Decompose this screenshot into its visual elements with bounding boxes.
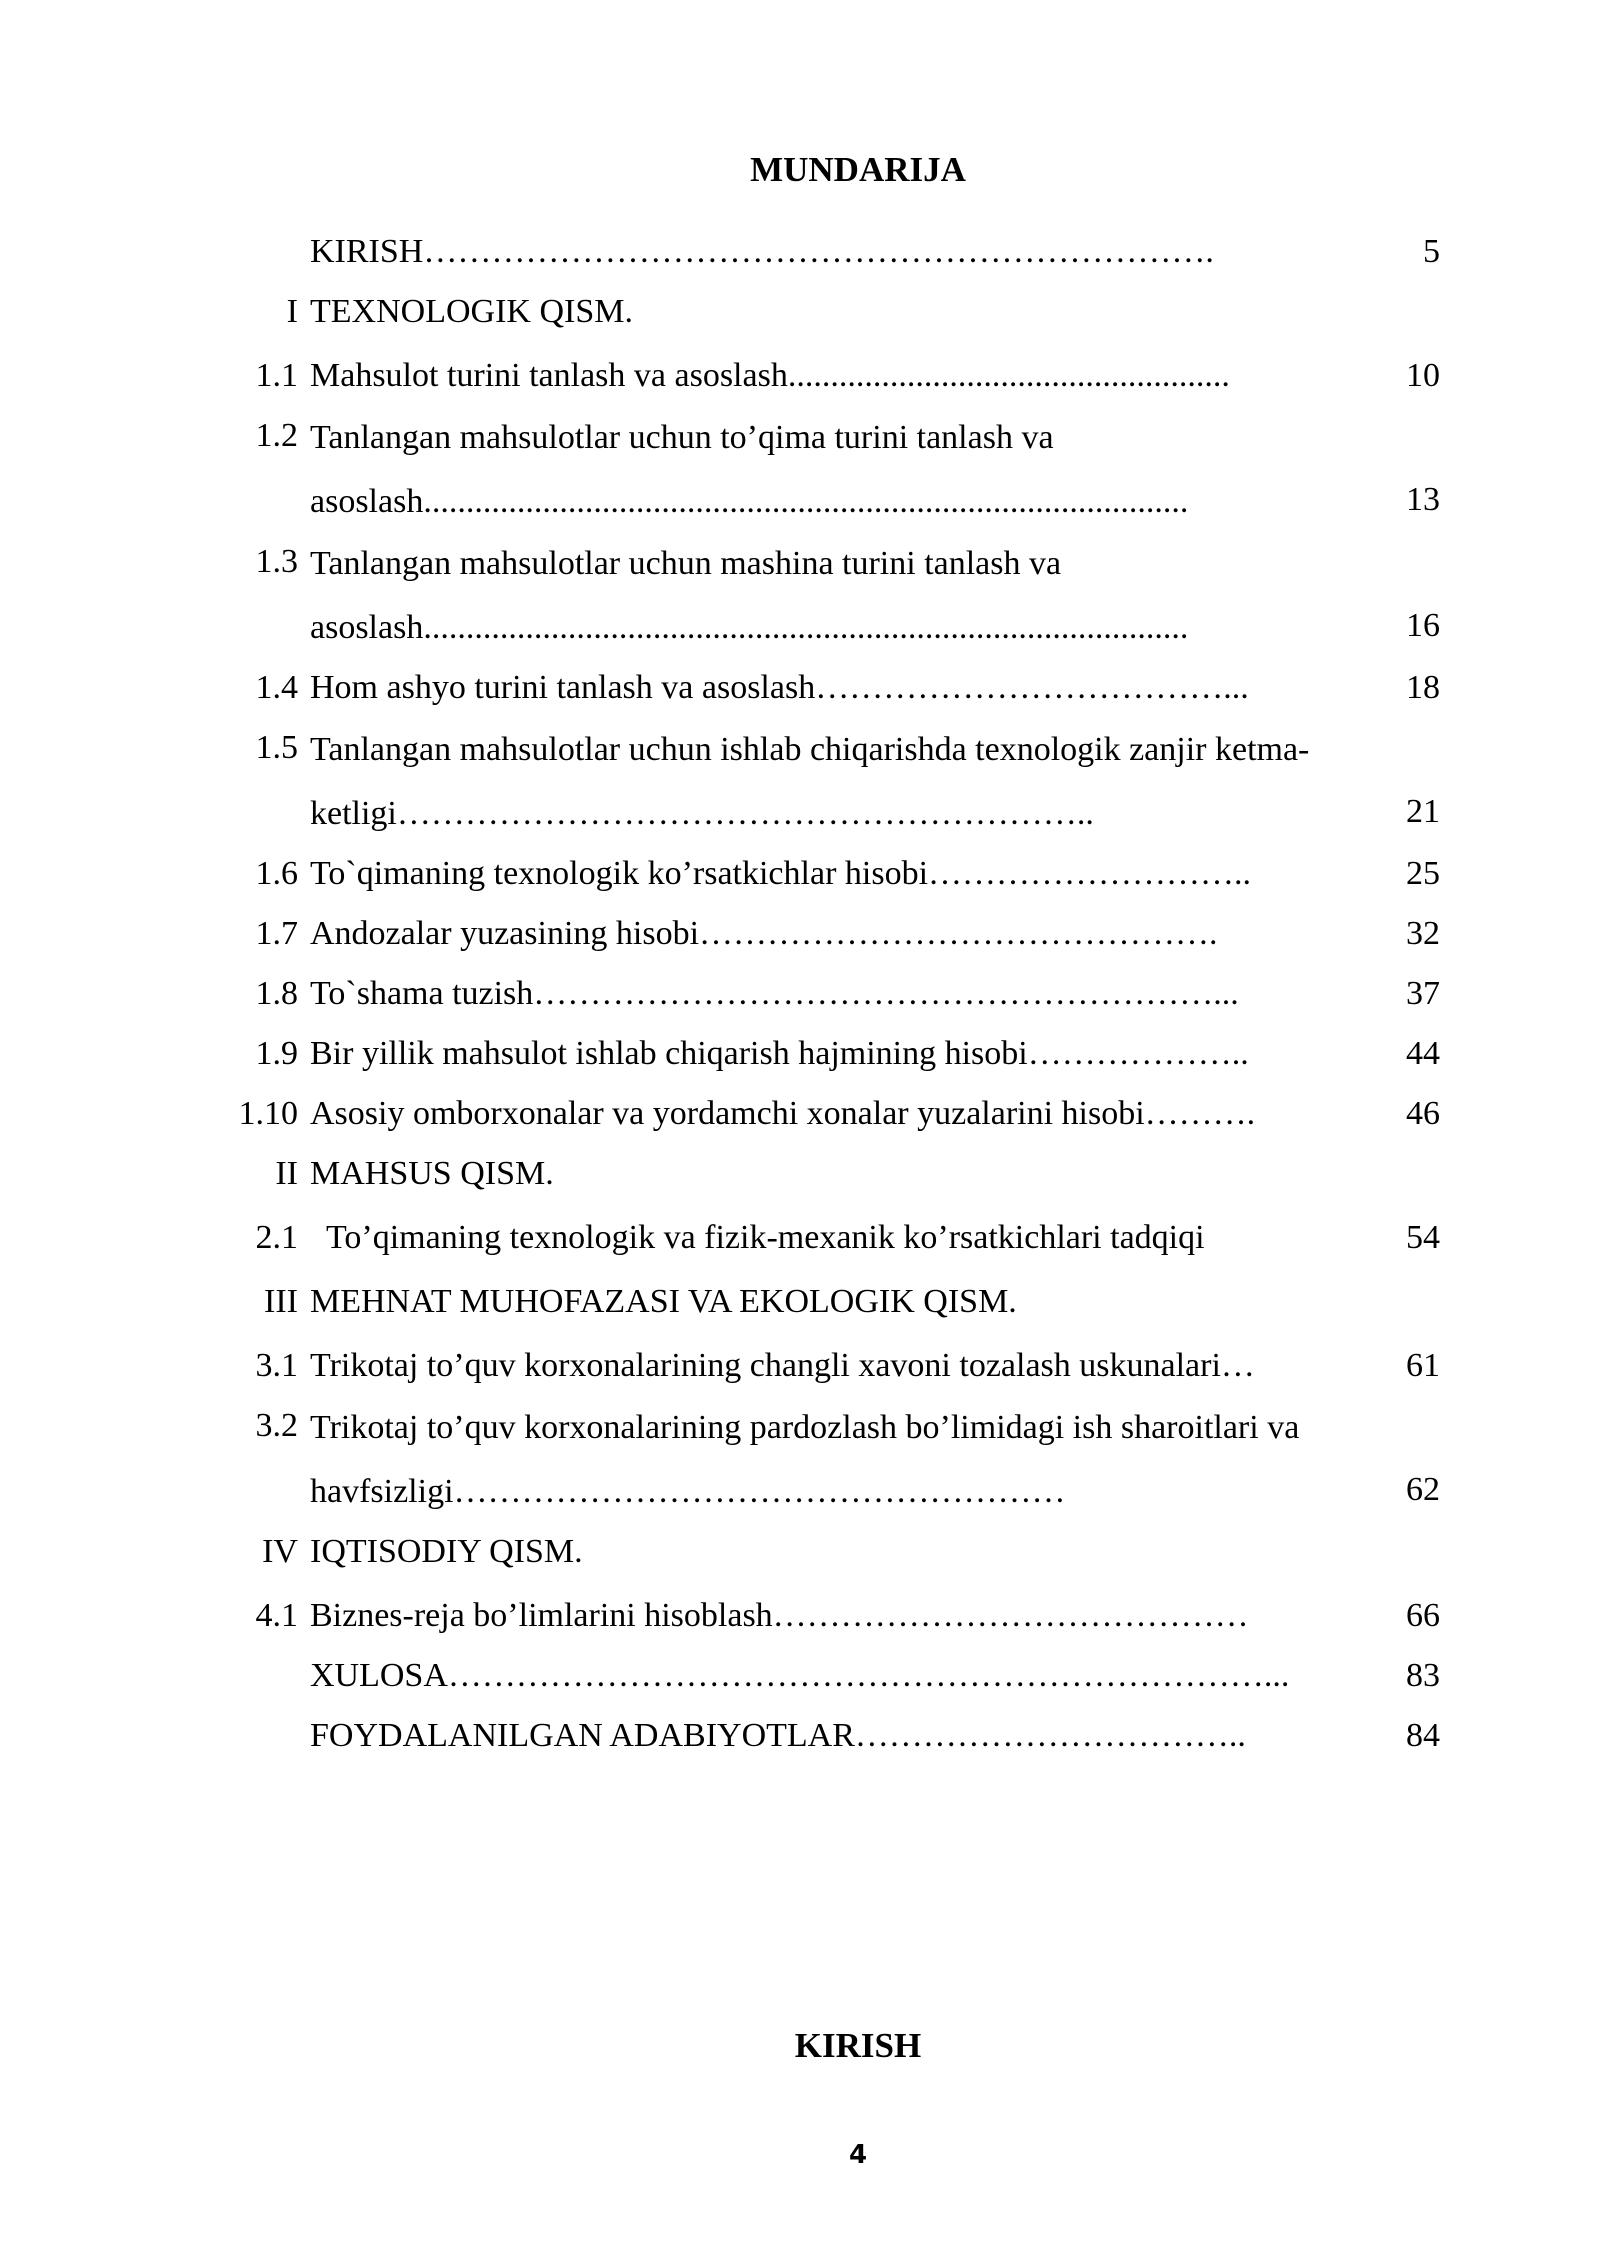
toc-title: Tanlangan mahsulotlar uchun mashina turini tanlash va asoslash.......................................................................................... [310, 545, 1189, 646]
toc-row [220, 1706, 1440, 1766]
toc-row [220, 1586, 1440, 1646]
page-title: MUNDARIJA [750, 150, 966, 189]
toc-section-row [220, 282, 1440, 346]
toc-number: I [286, 293, 298, 330]
toc-number: 3.2 [255, 1407, 298, 1444]
toc-page: 5 [1423, 233, 1440, 270]
toc-row [220, 718, 1440, 844]
toc-number: 3.1 [255, 1347, 298, 1384]
toc-row [220, 1646, 1440, 1706]
toc-row [220, 658, 1440, 718]
toc-title: FOYDALANILGAN ADABIYOTLAR…………………………….. [310, 1717, 1246, 1754]
toc-title: MAHSUS QISM. [310, 1155, 554, 1192]
toc-page: 25 [1406, 855, 1440, 892]
toc-title: Bir yillik mahsulot ishlab chiqarish hajmining hisobi……………….. [310, 1035, 1249, 1072]
toc-page: 54 [1406, 1219, 1440, 1256]
toc-number: III [264, 1283, 298, 1320]
toc-title: Tanlangan mahsulotlar uchun ishlab chiqarishda texnologik zanjir ketma-ketligi…………………………………………………….. [310, 731, 1310, 832]
section-heading: KIRISH [794, 2026, 922, 2065]
toc-title: Trikotaj to’quv korxonalarining changli xavoni tozalash uskunalari… [310, 1347, 1255, 1384]
toc-number: 1.4 [255, 669, 298, 706]
toc-row [220, 1336, 1440, 1396]
toc-number: 1.10 [238, 1095, 298, 1132]
toc-number: 1.9 [255, 1035, 298, 1072]
toc-row [220, 964, 1440, 1024]
toc-row [220, 904, 1440, 964]
toc-title: Tanlangan mahsulotlar uchun to’qima turini tanlash va asoslash.......................................................................................... [310, 419, 1189, 520]
toc-number: 1.1 [255, 357, 298, 394]
toc-number: 4.1 [255, 1597, 298, 1634]
toc-page: 10 [1406, 357, 1440, 394]
toc-title: IQTISODIY QISM. [310, 1533, 583, 1570]
toc-title: Asosiy omborxonalar va yordamchi xonalar yuzalarini hisobi………. [310, 1095, 1256, 1132]
toc-number: IV [262, 1533, 298, 1570]
toc-title: Hom ashyo turini tanlash va asoslash………………………………... [310, 669, 1249, 706]
toc-page: 61 [1406, 1347, 1440, 1384]
toc-title: Andozalar yuzasining hisobi………………………………………. [310, 915, 1218, 952]
toc-section-row [220, 1272, 1440, 1336]
toc-number: 1.6 [255, 855, 298, 892]
toc-row [220, 844, 1440, 904]
toc-row [220, 1396, 1440, 1522]
toc-page: 44 [1406, 1035, 1440, 1072]
toc-row [220, 222, 1440, 282]
toc-title: To’qimaning texnologik va fizik-mexanik ko’rsatkichlari tadqiqi [326, 1219, 1205, 1256]
toc-section-row [220, 1522, 1440, 1586]
toc-page: 13 [1406, 481, 1440, 518]
toc-page: 66 [1406, 1597, 1440, 1634]
toc-row [220, 1084, 1440, 1144]
toc-page: 16 [1406, 607, 1440, 644]
toc-number: 1.7 [255, 915, 298, 952]
toc-number: II [275, 1155, 298, 1192]
toc-number: 1.3 [255, 543, 298, 580]
toc-number: 1.5 [255, 729, 298, 766]
toc-page: 84 [1406, 1717, 1440, 1754]
toc-page: 21 [1406, 793, 1440, 830]
toc-title: To`shama tuzish……………………………………………………... [310, 975, 1239, 1012]
toc-page: 32 [1406, 915, 1440, 952]
toc-row [220, 1024, 1440, 1084]
toc-row [220, 346, 1440, 406]
toc-row [220, 406, 1440, 532]
toc-row [220, 532, 1440, 658]
toc-title: To`qimaning texnologik ko’rsatkichlar hisobi……………………….. [310, 855, 1252, 892]
toc-page: 37 [1406, 975, 1440, 1012]
toc-page: 18 [1406, 669, 1440, 706]
table-of-contents [220, 222, 1440, 1766]
toc-title: KIRISH……………………………………………………………. [310, 233, 1214, 270]
toc-title: MEHNAT MUHOFAZASI VA EKOLOGIK QISM. [310, 1283, 1017, 1320]
toc-title: Trikotaj to’quv korxonalarining pardozlash bo’limidagi ish sharoitlari va havfsizligi……………………………………………… [310, 1409, 1300, 1510]
toc-number: 1.8 [255, 975, 298, 1012]
toc-number: 1.2 [255, 417, 298, 454]
toc-title: Mahsulot turini tanlash va asoslash.................................................... [310, 357, 1230, 394]
toc-title: XULOSA………………………………………………………………... [310, 1657, 1290, 1694]
toc-page: 46 [1406, 1095, 1440, 1132]
toc-page: 62 [1406, 1471, 1440, 1508]
toc-page: 83 [1406, 1657, 1440, 1694]
toc-number: 2.1 [255, 1219, 298, 1256]
toc-title: TEXNOLOGIK QISM. [310, 293, 633, 330]
toc-title: Biznes-reja bo’limlarini hisoblash…………………………………… [310, 1597, 1249, 1634]
toc-section-row [220, 1144, 1440, 1208]
toc-row [220, 1208, 1440, 1272]
page-number: 4 [848, 2140, 868, 2170]
